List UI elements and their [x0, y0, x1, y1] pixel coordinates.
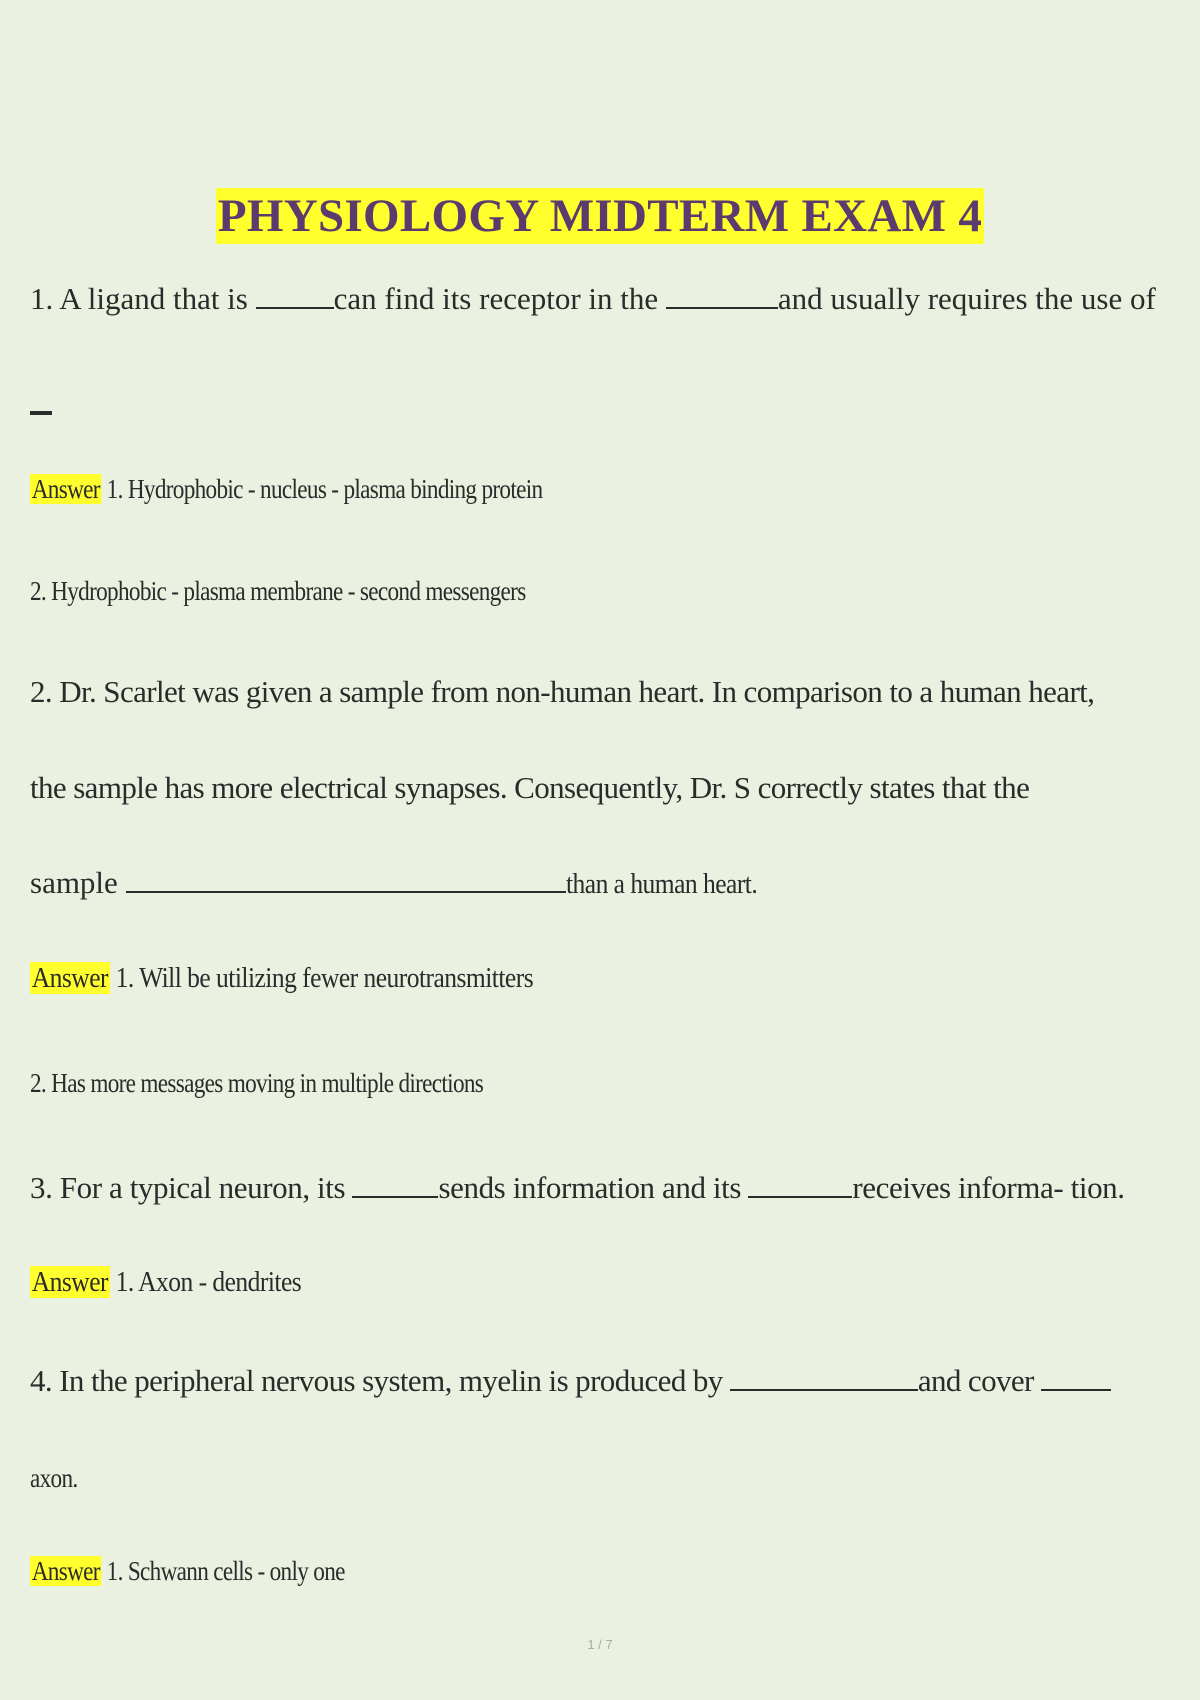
answer-1 [30, 474, 542, 505]
question-3-text-b: sends information and its [438, 1170, 749, 1205]
page-indicator: 1 / 7 [587, 1637, 613, 1652]
answer-3-option-1: 1. Axon - dendrites [115, 1266, 302, 1298]
blank [256, 305, 334, 309]
blank [666, 305, 778, 309]
answer-1-option-2-line [30, 576, 526, 607]
question-2-text-3b: than a human heart. [565, 868, 757, 900]
question-3 [30, 1170, 1125, 1206]
answer-1-option-1: 1. Hydrophobic - nucleus - plasma binding protein [106, 474, 543, 504]
answer-3 [30, 1266, 301, 1299]
question-4-text-b: and cover [917, 1363, 1041, 1398]
answer-tag: Answer [31, 962, 108, 994]
question-4-text-a: 4. In the peripheral nervous system, myelin is produced by [30, 1363, 730, 1398]
question-2-line-2 [30, 770, 1029, 806]
answer-tag: Answer [31, 474, 100, 504]
blank [126, 889, 566, 893]
title-container [0, 188, 1200, 244]
question-2-text-3a: sample [30, 865, 126, 900]
question-1-text-c: and usually requires the use of [777, 281, 1156, 316]
document-title: PHYSIOLOGY MIDTERM EXAM 4 [217, 190, 983, 242]
answer-2-option-2: 2. Has more messages moving in multiple directions [30, 1068, 484, 1098]
blank [1041, 1387, 1111, 1391]
blank [748, 1194, 852, 1198]
answer-4-option-1: 1. Schwann cells - only one [106, 1556, 345, 1586]
question-2-text-1: 2. Dr. Scarlet was given a sample from non-human heart. In comparison to a human heart, [30, 674, 1095, 709]
answer-tag: Answer [31, 1266, 108, 1298]
question-3-text-a: 3. For a typical neuron, its [30, 1170, 353, 1205]
question-3-text-c: receives informa- tion. [852, 1170, 1125, 1205]
answer-tag: Answer [31, 1556, 100, 1586]
answer-1-option-2: 2. Hydrophobic - plasma membrane - second messengers [30, 576, 526, 606]
blank [730, 1387, 918, 1391]
question-1 [30, 281, 1156, 317]
answer-2 [30, 962, 533, 995]
answer-2-option-2-line [30, 1068, 483, 1099]
question-4 [30, 1363, 1111, 1399]
answer-4 [30, 1556, 345, 1587]
question-1-text-b: can find its receptor in the [333, 281, 666, 316]
question-1-text-a: 1. A ligand that is [30, 281, 256, 316]
question-2-line-1 [30, 674, 1094, 710]
blank [352, 1194, 438, 1198]
answer-2-option-1: 1. Will be utilizing fewer neurotransmitters [115, 962, 534, 994]
question-2-line-3 [30, 865, 783, 901]
question-2-text-2: the sample has more electrical synapses. Consequently, Dr. S correctly states that the [30, 770, 1030, 805]
question-4-text-c: axon. [30, 1463, 78, 1493]
blank-continuation-mark [30, 411, 52, 415]
question-4-line-2 [30, 1463, 78, 1494]
